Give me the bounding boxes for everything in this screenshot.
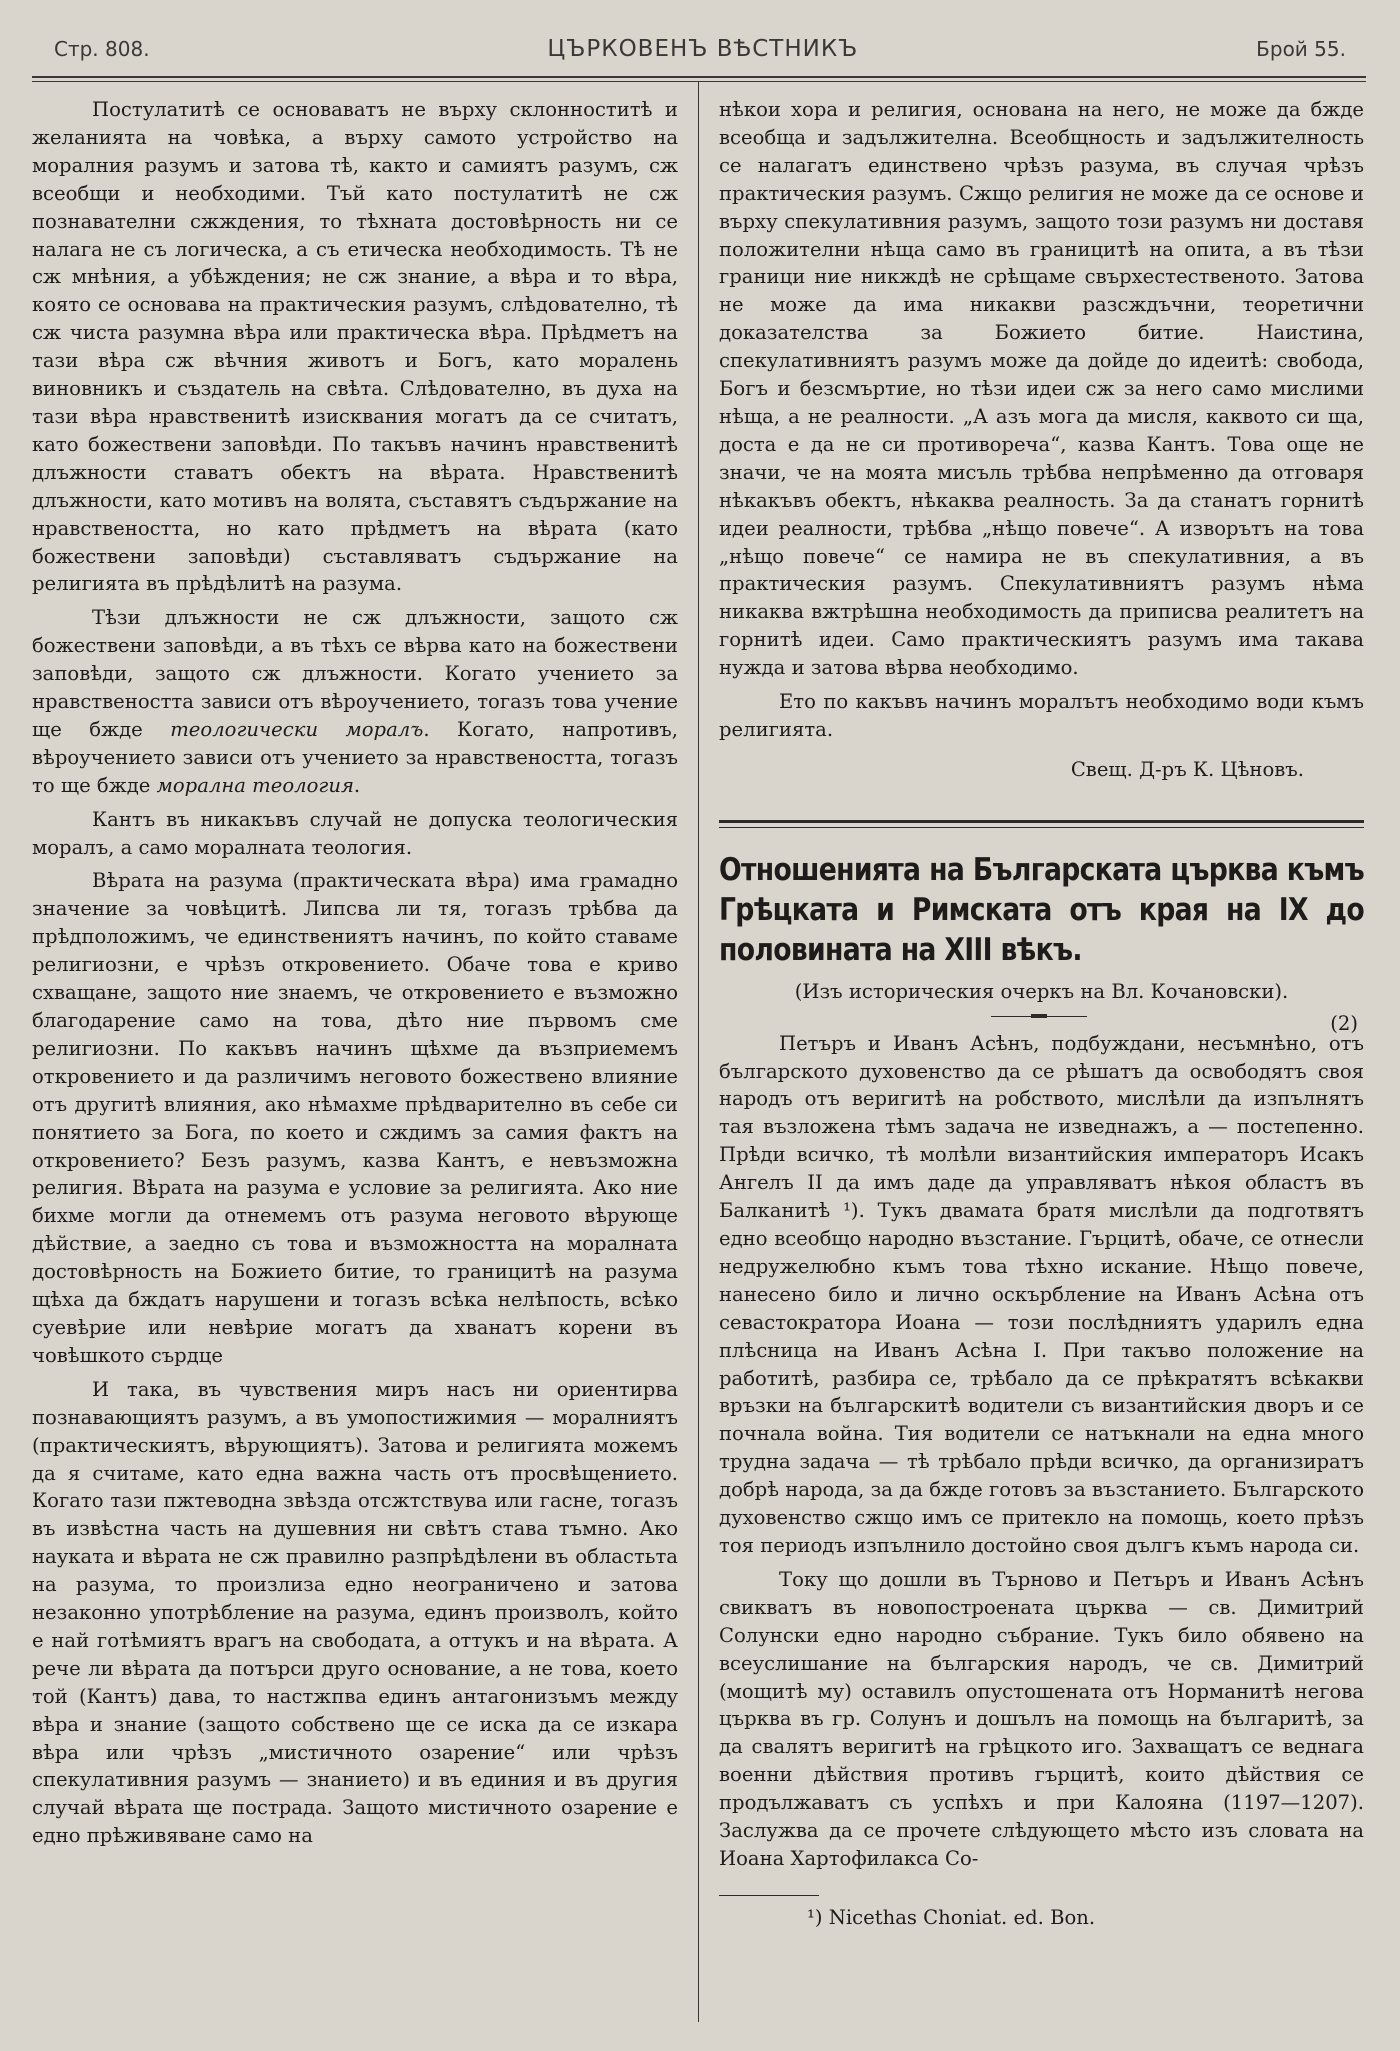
right-column xyxy=(698,82,1364,2022)
paragraph: Кантъ въ никакъвъ случай не допуска теологическия моралъ, а само моралната теология. xyxy=(32,807,678,859)
text-run: . Когато, напротивъ, вѣроучението зависи отъ учението за нравствеността, тогазъ то ще бжде xyxy=(32,717,679,797)
paragraph: Току що дошли въ Търново и Петъръ и Иванъ Асѣнъ свикватъ въ новопостроената църква — св. Димитрий Солунски едно народно събрание. Тукъ било обявено на всеуслишание на българския народъ, че св. Димитрий (мощитѣ му) оставилъ опустошената отъ Норманитѣ негова църква въ гр. Солунъ и дошълъ на помощь на българитѣ, за да свалятъ веригитѣ на грѣцкото иго. Захващатъ се веднага военни дѣйствия противъ гърцитѣ, които дѣйствия се продължаватъ съ успѣхъ и при Калояна (1197—1207). Заслужва да се прочете слѣдующето мѣсто изъ словата на Иоана Хартофилакса Со- xyxy=(719,1567,1364,1870)
paragraph xyxy=(32,604,678,799)
issue-number: Брой 55. xyxy=(1256,37,1346,61)
paragraph: Петъръ и Иванъ Асѣнъ, подбуждани, несъмнѣно, отъ българското духовенство да се рѣшатъ да освободятъ своя народъ отъ веригитѣ на робството, мислѣли да изпълнятъ тая възложена тѣмъ задача не изведнажъ, а — постепенно. Прѣди всичко, тѣ молѣли византийския императоръ Исакъ Ангелъ II да имъ даде да управляватъ нѣкоя областъ въ Балканитѣ ¹). Тукъ двамата братя мислѣли да подготвятъ едно всеобщо народно възстание. Гърцитѣ, обаче, се отнесли недружелюбно къмъ това тѣхно искание. Нѣщо повече, нанесено било и лично оскърбление на Иванъ Асѣна отъ севастократора Иоана — този послѣдниятъ ударилъ една плѣсница на Иванъ Асѣна I. При такъво положение на работитѣ, разбира се, трѣбало да се прѣкратятъ всѣкакви връзки на българскитѣ водители съ византийския дворъ и се почнала война. Тия водители се натъкнали на една много трудна задача — тѣ трѣбало прѣди всичко, да организиратъ добрѣ народа, за да бжде готовъ за възстанието. Българското духовенство сжщо имъ се притекло на помощь, което прѣзъ тоя периодъ изпълнило достойно своя дългъ къмъ народа си. xyxy=(719,1031,1364,1557)
paragraph: Постулатитѣ се основаватъ не върху склонноститѣ и желанията на човѣка, а върху самото устройство на моралния разумъ и затова тѣ, както и самиятъ разумъ, сж всеобщи и необходими. Тъй като постулатитѣ не сж познавателни сжждения, то тѣхната достовѣрность ни се налага не съ логическа, а съ етическа необходимость. Тѣ не сж мнѣния, а убѣждения; не сж знание, а вѣра и то вѣра, която се основава на практическия разумъ, слѣдователно, тѣ сж чиста разумна вѣра или практическа вѣра. Прѣдметъ на тази вѣра сж вѣчния животъ и Богъ, като моралень виновникъ и създатель на свѣта. Слѣдователно, въ духа на тази вѣра нравственитѣ изисквания могатъ да се считатъ, като божествени заповѣди. По такъвъ начинъ нравственитѣ длъжности ставатъ обектъ на вѣрата. Нравственитѣ длъжности, като мотивъ на волята, съставятъ съдържание на нравствеността, но като прѣдметъ на вѣрата (като божествени заповѣди) съставляватъ съдържание на религията въ прѣдѣлитѣ на разума. xyxy=(32,98,678,596)
article-separator xyxy=(719,820,1364,823)
article-subtitle: (Изъ историческия очеркъ на Вл. Кочановски). xyxy=(794,979,1289,1003)
page-header xyxy=(32,36,1366,70)
page-number: Стр. 808. xyxy=(54,37,150,61)
paragraph: нѣкои хора и религия, основана на него, не може да бжде всеобща и задължителна. Всеобщность и задължителность се налагатъ единствено чрѣзъ разума, въ случая чрѣзъ практическия разумъ. Сжщо религия не може да се основе и върху спекулативния разумъ, защото този разумъ ни доставя положителни нѣща само въ границитѣ на опита, а въ тѣзи граници ние никждѣ не срѣщаме свърхестественото. Затова не може да има никакви разсждъчни, теоретични доказателства за Божието битие. Наистина, спекулативниятъ разумъ може да дойде до идеитѣ: свобода, Богъ и безсмъртие, но тѣзи идеи сж за него само мислими нѣща, а не реалности. „А азъ мога да мисля, каквото си ща, доста е да не си противореча“, казва Кантъ. Това още не значи, че на моята мисъль трѣбва непрѣменно да отговаря нѣкакъвъ обектъ, нѣкаква реалность. За да станатъ горнитѣ идеи реалности, трѣбва „нѣщо повече“. А изворътъ на това „нѣщо повече“ се намира не въ спекулативния, а въ практическия разумъ. Спекулативниятъ разумъ нѣма никаква вжтрѣшна необходимость да приписва реалитетъ на горнитѣ идеи. Само практическиятъ разумъ има такава нужда и затова вѣрва необходимо. xyxy=(719,98,1364,680)
paragraph: Ето по какъвъ начинъ моралътъ необходимо води къмъ религията. xyxy=(719,690,1364,741)
author-signature: Свещ. Д-ръ К. Цѣновъ. xyxy=(1070,757,1304,781)
text-columns xyxy=(32,82,1366,2022)
newspaper-title: ЦЪРКОВЕНЪ ВѢСТНИКЪ xyxy=(547,36,859,62)
article-separator-thin xyxy=(719,827,1364,828)
part-number: (2) xyxy=(1330,1011,1358,1035)
paragraph: И така, въ чувствения миръ насъ ни ориентирва познавающиятъ разумъ, а въ умопостижимия — моралниятъ (практическиятъ, вѣрующиятъ). Затова и религията можемъ да я считаме, като една важна часть отъ просвѣщението. Когато тази пжтеводна звѣзда отсжтствува или гасне, тогазъ въ извѣстна часть на душевния ни свѣтъ става тъмно. Ако науката и вѣрата не сж правилно разпрѣдѣлени въ областьта на разума, то произлиза едно неограничено и затова незаконно употрѣбление на разума, единъ произволъ, който е най готѣмиятъ врагъ на свободата, а оттукъ и на вѣрата. А рече ли вѣрата да потърси друго основание, а не това, което той (Кантъ) дава, то настжпва единъ антагонизъмъ между вѣра и знание (защото собствено ще се иска да се изкара вѣра или чрѣзъ „мистичното озарение“ или чрѣзъ спекулативния разумъ — знанието) и въ единия и въ другия случай вѣрата ще пострада. Защото мистичното озарение е едно прѣживяване само на xyxy=(32,1377,678,1848)
text-run: Тѣзи длъжности не сж длъжности, защото сж божествени заповѣди, а въ тѣхъ се вѣрва като на божествени заповѣди, защото сж длъжности. Когато учението за нравствеността зависи отъ вѣроучението, тогазъ това учение ще бжде xyxy=(32,606,678,741)
left-column xyxy=(32,82,698,2022)
italic-term: теологически моралъ xyxy=(170,717,424,741)
article-title: Отношенията на Българската църква къмъ Грѣцката и Римската отъ края на IX до половината на XIII вѣкъ. xyxy=(719,851,1364,968)
footnote-rule xyxy=(719,1895,819,1896)
italic-term: морална теология xyxy=(156,773,354,797)
ornament-bar xyxy=(991,1016,1087,1017)
text-run: . xyxy=(353,773,361,797)
ornament-rule xyxy=(719,1006,1364,1035)
paragraph: Вѣрата на разума (практическата вѣра) има грамадно значение за човѣцитѣ. Липсва ли тя, тогазъ трѣбва да прѣдположимъ, че единствениятъ начинъ, по който ставаме религиозни, е чрѣзъ откровението. Обаче това е криво схващане, защото ние знаемъ, че откровението е възможно благодарение само на това, дѣто ние първомъ сме религиозни. По какъвъ начинъ щѣхме да възприемемъ откровението и да различимъ неговото божествено влияние отъ другитѣ влияния, ако нѣмахме прѣдварително въ себе си понятието за Бога, по което и сждимъ за самия фактъ на откровението? Безъ разумъ, казва Кантъ, е невъзможна религия. Вѣрата на разума е условие за религията. Ако ние бихме могли да отнемемъ отъ разума неговото вѣрующе дѣйствие, а заедно съ това и възможността на моралната достовѣрность на Божието битие, то границитѣ на разума щѣха да бждатъ нарушени и тогазъ всѣка нелѣпость, всѣко суевѣрие или невѣрие могатъ да хванатъ корени въ човѣшкото сърдце xyxy=(32,869,678,1367)
footnote: ¹) Nicethas Choniat. ed. Bon. xyxy=(807,1905,1096,1929)
